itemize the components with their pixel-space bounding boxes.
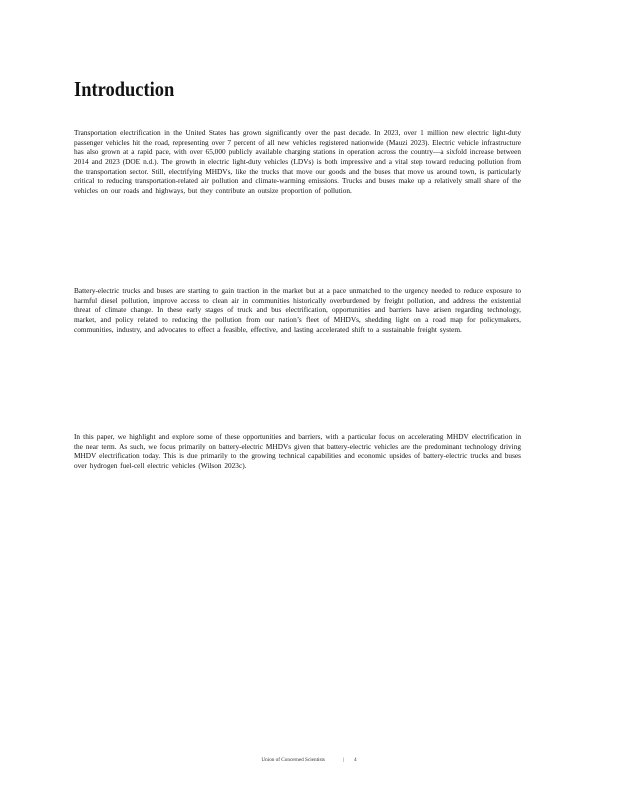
footer-organization: Union of Concerned Scientists [261, 757, 325, 763]
section-heading: Introduction [74, 77, 175, 101]
footer-separator: | [342, 757, 344, 763]
page-footer [0, 756, 618, 764]
paragraph-1: Transportation electrification in the United States has grown significantly over the past decade. In 2023, over 1 million new electric light-duty passenger vehicles hit the road, representing over 7 percent of all new vehicles registered nationwide (Mauzi 2023). Electric vehicle infrastructure has also grown at a rapid pace, with over 65,000 publicly available charging stations in operation across the country—a sixfold increase between 2014 and 2023 (DOE n.d.). The growth in electric light-duty vehicles (LDVs) is both impressive and a vital step toward reducing pollution from the transportation sector. Still, electrifying MHDVs, like the trucks that move our goods and the buses that move us around town, is particularly critical to reducing transportation-related air pollution and climate-warming emissions. Trucks and buses make up a relatively small share of the vehicles on our roads and highways, but they contribute an outsize proportion of pollution. [74, 128, 521, 195]
paragraph-3: In this paper, we highlight and explore some of these opportunities and barriers, with a particular focus on accelerating MHDV electrification in the near term. As such, we focus primarily on battery-electric MHDVs given that battery-electric vehicles are the predominant technology driving MHDV electrification today. This is due primarily to the growing technical capabilities and economic upsides of battery-electric trucks and buses over hydrogen fuel-cell electric vehicles (Wilson 2023c). [74, 432, 521, 470]
footer-page-number: 4 [354, 757, 357, 763]
paragraph-2: Battery-electric trucks and buses are starting to gain traction in the market but at a pace unmatched to the urgency needed to reduce exposure to harmful diesel pollution, improve access to clean air in communities historically overburdened by freight pollution, and address the existential threat of climate change. In these early stages of truck and bus electrification, opportunities and barriers have arisen regarding technology, market, and policy related to reducing the pollution from our nation’s fleet of MHDVs, shedding light on a road map for policymakers, communities, industry, and advocates to effect a feasible, effective, and lasting accelerated shift to a sustainable freight system. [74, 286, 521, 334]
